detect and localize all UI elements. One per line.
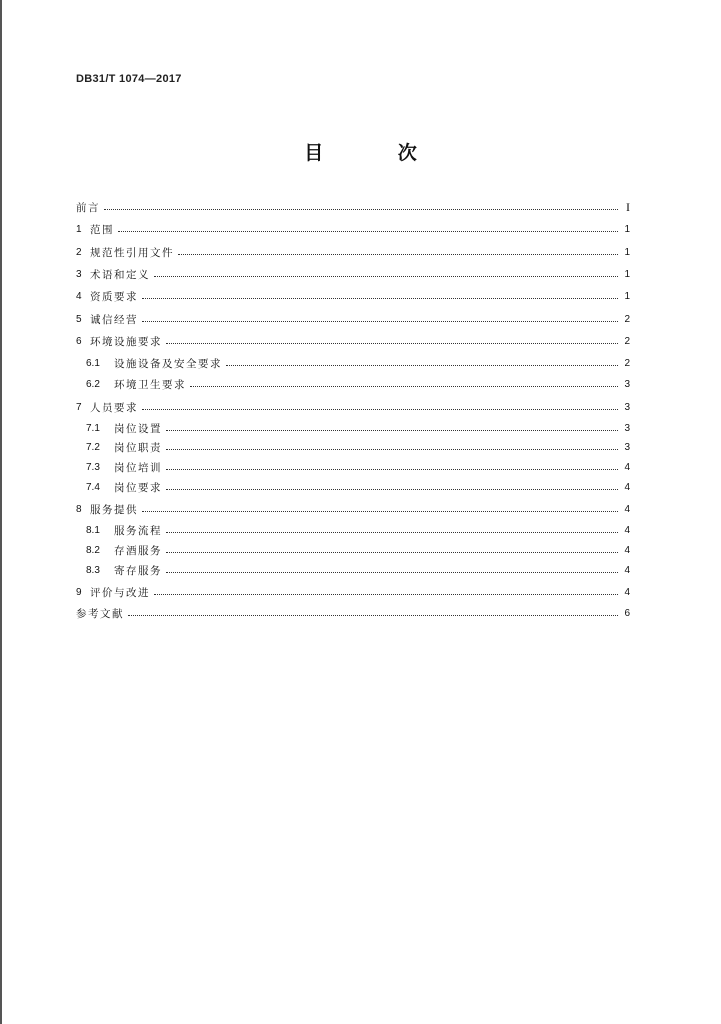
- toc-entry-number: 7: [76, 401, 82, 413]
- toc-entry-number: 8: [76, 503, 82, 515]
- toc-entry-page: 2: [624, 313, 630, 325]
- toc-entry-page: 2: [624, 357, 630, 369]
- toc-entry[interactable]: [86, 478, 630, 496]
- toc-entry-label: 岗位职责: [114, 441, 162, 454]
- document-number: DB31/T 1074—2017: [76, 73, 182, 85]
- toc-entry-number: 6.1: [86, 357, 100, 369]
- toc-entry[interactable]: [86, 521, 630, 539]
- page-title: 目 次: [304, 142, 451, 164]
- toc-entry-page: 3: [624, 401, 630, 413]
- toc-entry-number: 9: [76, 586, 82, 598]
- toc-entry-page: 6: [624, 607, 630, 619]
- toc-dot-leader: [178, 254, 618, 255]
- toc-entry[interactable]: [86, 458, 630, 476]
- toc-entry[interactable]: [76, 220, 630, 238]
- toc-entry-label: 环境设施要求: [90, 335, 162, 348]
- toc-dot-leader: [190, 386, 618, 387]
- toc-entry-page: 4: [624, 503, 630, 515]
- toc-entry-label: 存酒服务: [114, 544, 162, 557]
- toc-entry-number: 6: [76, 335, 82, 347]
- toc-entry-page: 4: [624, 586, 630, 598]
- toc-entry-number: 7.2: [86, 441, 100, 453]
- toc-entry[interactable]: [76, 398, 630, 416]
- toc-dot-leader: [142, 298, 618, 299]
- toc-dot-leader: [166, 532, 618, 533]
- toc-entry-label: 参考文献: [76, 607, 124, 620]
- toc-entry-label: 术语和定义: [90, 268, 150, 281]
- toc-dot-leader: [166, 552, 618, 553]
- toc-entry-number: 8.2: [86, 544, 100, 556]
- toc-entry-label: 岗位设置: [114, 422, 162, 435]
- toc-entry-label: 诚信经营: [90, 313, 138, 326]
- toc-entry[interactable]: [76, 243, 630, 261]
- toc-entry-number: 8.1: [86, 524, 100, 536]
- toc-entry-label: 范围: [90, 223, 114, 236]
- toc-entry-label: 评价与改进: [90, 586, 150, 599]
- toc-entry-page: 3: [624, 378, 630, 390]
- toc-entry-label: 人员要求: [90, 401, 138, 414]
- toc-entry-page: 3: [624, 441, 630, 453]
- toc-entry[interactable]: [86, 419, 630, 437]
- toc-entry-label: 环境卫生要求: [114, 378, 186, 391]
- toc-entry[interactable]: [76, 287, 630, 305]
- toc-entry-page: I: [626, 199, 630, 214]
- toc-entry-page: 1: [624, 268, 630, 280]
- toc-dot-leader: [166, 489, 618, 490]
- toc-dot-leader: [166, 469, 618, 470]
- toc-entry-number: 6.2: [86, 378, 100, 390]
- toc-dot-leader: [166, 449, 618, 450]
- toc-entry-label: 寄存服务: [114, 564, 162, 577]
- toc-dot-leader: [142, 321, 618, 322]
- toc-entry-label: 服务流程: [114, 524, 162, 537]
- toc-dot-leader: [104, 209, 618, 210]
- toc-entry[interactable]: [76, 332, 630, 350]
- toc-dot-leader: [166, 430, 618, 431]
- toc-entry[interactable]: [76, 583, 630, 601]
- toc-entry-label: 服务提供: [90, 503, 138, 516]
- toc-entry-label: 岗位要求: [114, 481, 162, 494]
- toc-entry-number: 5: [76, 313, 82, 325]
- toc-entry[interactable]: [86, 561, 630, 579]
- toc-entry[interactable]: [76, 500, 630, 518]
- toc-entry-page: 1: [624, 246, 630, 258]
- toc-entry-page: 4: [624, 481, 630, 493]
- toc-dot-leader: [142, 511, 618, 512]
- toc-entry-number: 7.4: [86, 481, 100, 493]
- toc-entry-page: 1: [624, 223, 630, 235]
- toc-entry-label: 前言: [76, 201, 100, 214]
- toc-entry-page: 2: [624, 335, 630, 347]
- toc-entry[interactable]: [76, 604, 630, 622]
- toc-dot-leader: [166, 343, 618, 344]
- toc-entry-label: 岗位培训: [114, 461, 162, 474]
- toc-dot-leader: [226, 365, 618, 366]
- toc-dot-leader: [142, 409, 618, 410]
- toc-entry-number: 1: [76, 223, 82, 235]
- toc-dot-leader: [166, 572, 618, 573]
- toc-entry-number: 4: [76, 290, 82, 302]
- toc-entry-page: 4: [624, 564, 630, 576]
- toc-entry-page: 4: [624, 461, 630, 473]
- toc-entry[interactable]: [76, 310, 630, 328]
- toc-entry-label: 资质要求: [90, 290, 138, 303]
- toc-entry[interactable]: [86, 375, 630, 393]
- toc-entry-number: 2: [76, 246, 82, 258]
- toc-entry-label: 规范性引用文件: [90, 246, 174, 259]
- toc-entry-page: 1: [624, 290, 630, 302]
- toc-entry-number: 7.1: [86, 422, 100, 434]
- toc-entry[interactable]: [76, 265, 630, 283]
- toc-dot-leader: [154, 594, 618, 595]
- toc-entry-page: 3: [624, 422, 630, 434]
- toc-entry[interactable]: [76, 198, 630, 216]
- toc-entry-page: 4: [624, 524, 630, 536]
- toc-entry-page: 4: [624, 544, 630, 556]
- toc-entry[interactable]: [86, 541, 630, 559]
- toc-entry-number: 8.3: [86, 564, 100, 576]
- toc-dot-leader: [128, 615, 618, 616]
- toc-dot-leader: [154, 276, 618, 277]
- toc-entry-label: 设施设备及安全要求: [114, 357, 222, 370]
- toc-entry[interactable]: [86, 438, 630, 456]
- toc-entry-number: 3: [76, 268, 82, 280]
- toc-entry-number: 7.3: [86, 461, 100, 473]
- toc-entry[interactable]: [86, 354, 630, 372]
- toc-dot-leader: [118, 231, 618, 232]
